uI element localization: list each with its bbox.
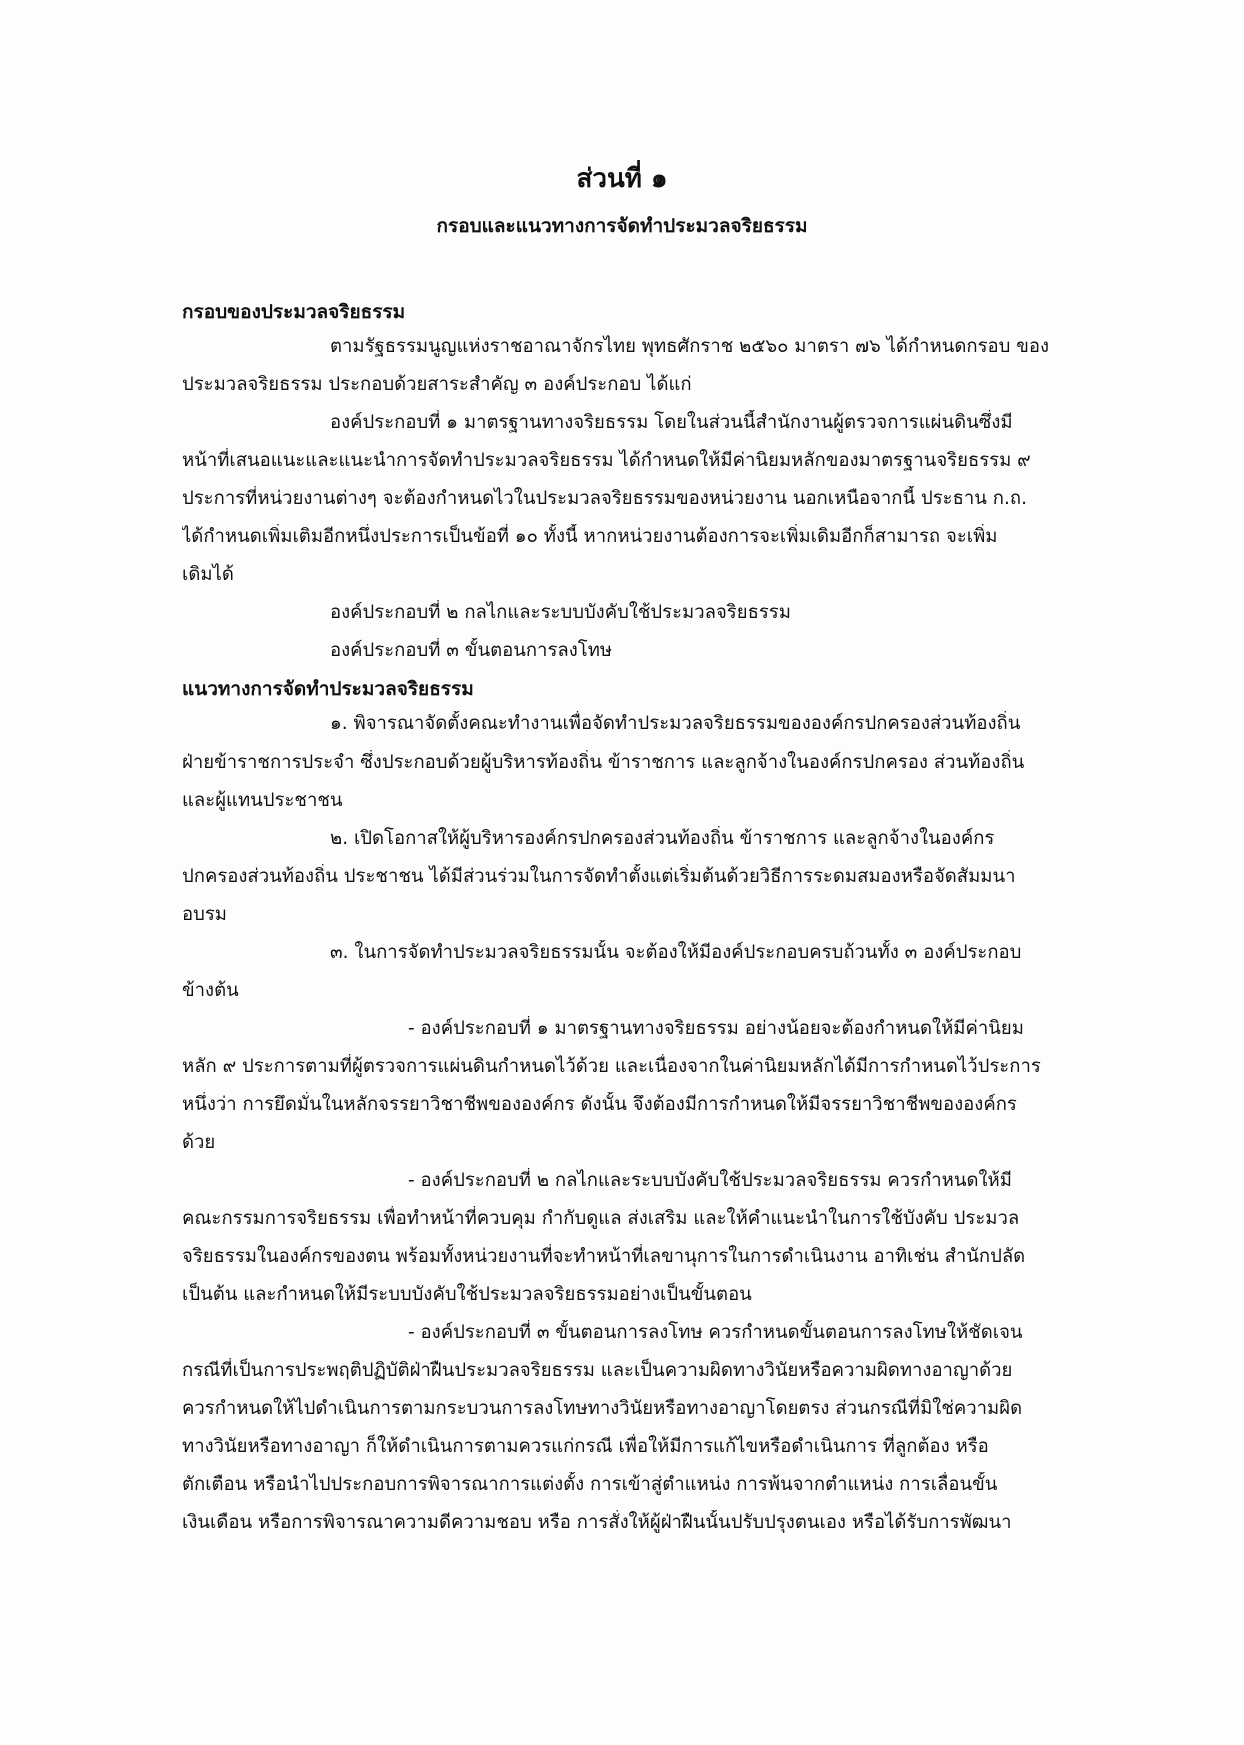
paragraph-line: - องค์ประกอบที่ ๓ ขั้นตอนการลงโทษ ควรกำหนดขั้นตอนการลงโทษให้ชัดเจน [408, 1322, 1023, 1343]
paragraph-line: องค์ประกอบที่ ๒ กลไกและระบบบังคับใช้ประมวลจริยธรรม [330, 602, 791, 623]
paragraph-line: ปกครองส่วนท้องถิ่น ประชาชน ได้มีส่วนร่วมในการจัดทำตั้งแต่เริ่มต้นด้วยวิธีการระดมสมองหรือจัดสัมมนา [182, 866, 1016, 887]
paragraph-line: ประการที่หน่วยงานต่างๆ จะต้องกำหนดไวในประมวลจริยธรรมของหน่วยงาน นอกเหนือจากนี้ ประธาน ก.ถ. [182, 488, 1027, 509]
paragraph-line: เป็นต้น และกำหนดให้มีระบบบังคับใช้ประมวลจริยธรรมอย่างเป็นขั้นตอน [182, 1284, 752, 1305]
section-heading-guidelines: แนวทางการจัดทำประมวลจริยธรรม [182, 678, 474, 700]
paragraph-line: เดิมได้ [182, 564, 234, 585]
paragraph-line: ๒. เปิดโอกาสให้ผู้บริหารองค์กรปกครองส่วนท้องถิ่น ข้าราชการ และลูกจ้างในองค์กร [330, 828, 995, 849]
paragraph-line: ประมวลจริยธรรม ประกอบด้วยสาระสำคัญ ๓ องค์ประกอบ ได้แก่ [182, 374, 692, 395]
paragraph-line: เงินเดือน หรือการพิจารณาความดีความชอบ หรือ การสั่งให้ผู้ฝ่าฝืนนั้นปรับปรุงตนเอง หรือได้รับการพัฒนา [182, 1512, 1012, 1533]
paragraph-line: ทางวินัยหรือทางอาญา ก็ให้ดำเนินการตามควรแก่กรณี เพื่อให้มีการแก้ไขหรือดำเนินการ ที่ลูกต้อง หรือ [182, 1436, 989, 1457]
paragraph-line: อบรม [182, 904, 227, 925]
paragraph-line: หลัก ๙ ประการตามที่ผู้ตรวจการแผ่นดินกำหนดไว้ด้วย และเนื่องจากในค่านิยมหลักได้มีการกำหนดไว้ประการ [182, 1056, 1041, 1077]
paragraph-line: ๓. ในการจัดทำประมวลจริยธรรมนั้น จะต้องให้มีองค์ประกอบครบถ้วนทั้ง ๓ องค์ประกอบ [330, 942, 1022, 963]
paragraph-line: คณะกรรมการจริยธรรม เพื่อทำหน้าที่ควบคุม กำกับดูแล ส่งเสริม และให้คำแนะนำในการใช้บังคับ ประมวล [182, 1208, 1020, 1229]
paragraph-line: จริยธรรมในองค์กรของตน พร้อมทั้งหน่วยงานที่จะทำหน้าที่เลขานุการในการดำเนินงาน อาทิเช่น สำนักปลัด [182, 1246, 1026, 1267]
paragraph-line: องค์ประกอบที่ ๑ มาตรฐานทางจริยธรรม โดยในส่วนนี้สำนักงานผู้ตรวจการแผ่นดินซึ่งมี [330, 412, 1013, 433]
page-title: ส่วนที่ ๑ [576, 164, 668, 194]
paragraph-line: หนึ่งว่า การยึดมั่นในหลักจรรยาวิชาชีพขององค์กร ดังนั้น จึงต้องมีการกำหนดให้มีจรรยาวิชาชีพขององค์กร [182, 1094, 1017, 1115]
paragraph-line: องค์ประกอบที่ ๓ ขั้นตอนการลงโทษ [330, 640, 613, 661]
page-subtitle: กรอบและแนวทางการจัดทำประมวลจริยธรรม [436, 215, 808, 237]
section-heading-framework: กรอบของประมวลจริยธรรม [182, 301, 406, 323]
paragraph-line: ด้วย [182, 1132, 216, 1153]
paragraph-line: ตักเตือน หรือนำไปประกอบการพิจารณาการแต่งตั้ง การเข้าสู่ตำแหน่ง การพ้นจากตำแหน่ง การเลื่อนขั้น [182, 1474, 998, 1495]
paragraph-line: หน้าที่เสนอแนะและแนะนำการจัดทำประมวลจริยธรรม ได้กำหนดให้มีค่านิยมหลักของมาตรฐานจริยธรรม ๙ [182, 450, 1031, 471]
paragraph-line: กรณีที่เป็นการประพฤติปฏิบัติฝ่าฝืนประมวลจริยธรรม และเป็นความผิดทางวินัยหรือความผิดทางอาญาด้วย [182, 1360, 1013, 1381]
paragraph-line: - องค์ประกอบที่ ๑ มาตรฐานทางจริยธรรม อย่างน้อยจะต้องกำหนดให้มีค่านิยม [408, 1018, 1024, 1039]
paragraph-line: และผู้แทนประชาชน [182, 790, 343, 811]
paragraph-line: ๑. พิจารณาจัดตั้งคณะทำงานเพื่อจัดทำประมวลจริยธรรมขององค์กรปกครองส่วนท้องถิ่น [330, 713, 1021, 734]
paragraph-line: ตามรัฐธรรมนูญแห่งราชอาณาจักรไทย พุทธศักราช ๒๕๖๐ มาตรา ๗๖ ได้กำหนดกรอบ ของ [330, 336, 1050, 357]
paragraph-line: ข้างต้น [182, 980, 239, 1001]
paragraph-line: - องค์ประกอบที่ ๒ กลไกและระบบบังคับใช้ประมวลจริยธรรม ควรกำหนดให้มี [408, 1170, 1012, 1191]
paragraph-line: ควรกำหนดให้ไปดำเนินการตามกระบวนการลงโทษทางวินัยหรือทางอาญาโดยตรง ส่วนกรณีที่มิใช่ความผิด [182, 1398, 1023, 1419]
paragraph-line: ฝ่ายข้าราชการประจำ ซึ่งประกอบด้วยผู้บริหารท้องถิ่น ข้าราชการ และลูกจ้างในองค์กรปกครอง ส่วนท้องถิ่น [182, 752, 1025, 773]
paragraph-line: ได้กำหนดเพิ่มเติมอีกหนึ่งประการเป็นข้อที่ ๑๐ ทั้งนี้ หากหน่วยงานต้องการจะเพิ่มเดิมอีกก็สามารถ จะเพิ่ม [182, 526, 998, 547]
